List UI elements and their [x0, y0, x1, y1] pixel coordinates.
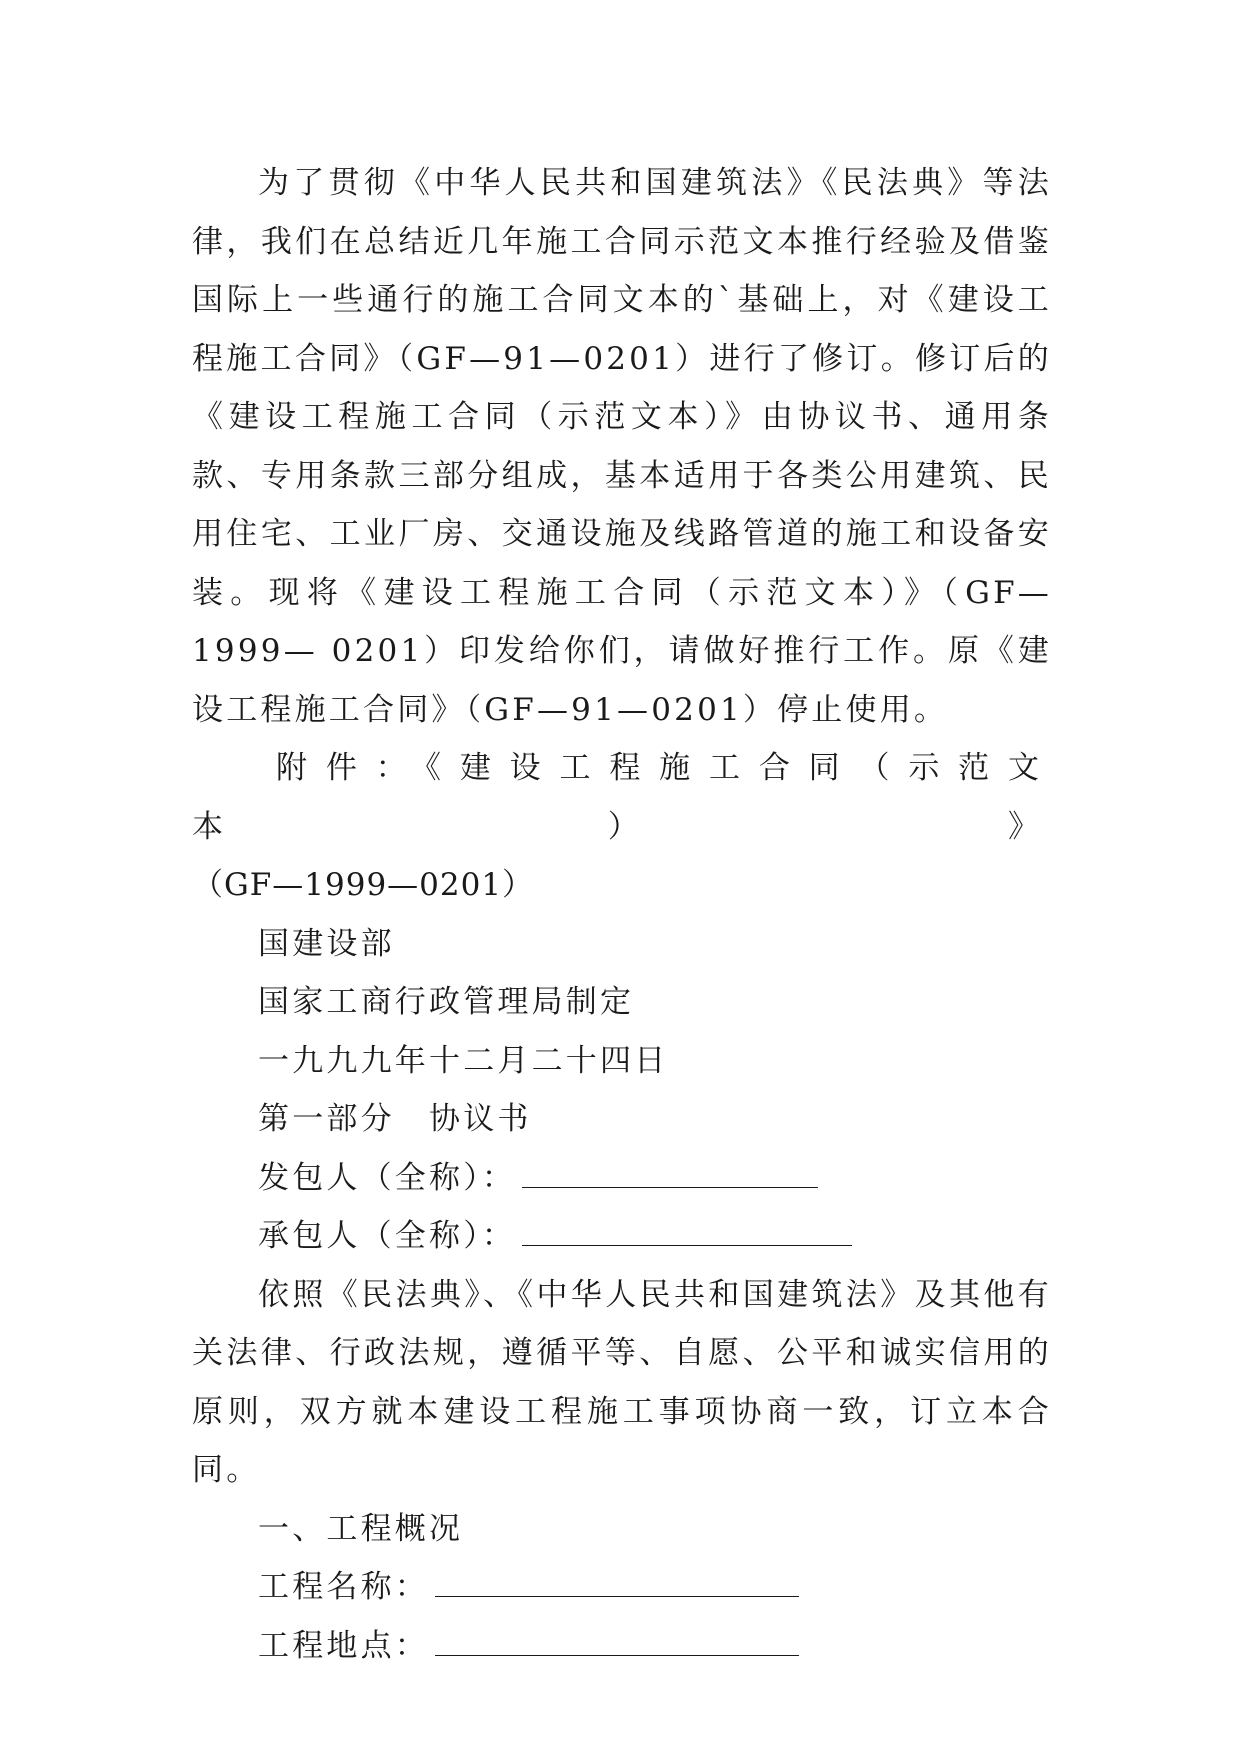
project-location-blank[interactable] — [435, 1627, 799, 1656]
issuer-ministry: 国建设部 — [258, 925, 395, 962]
issuer-bureau: 国家工商行政管理局制定 — [258, 984, 635, 1020]
employer-blank[interactable] — [522, 1159, 818, 1188]
project-name-field — [192, 1558, 1052, 1617]
basis-paragraph: 依照《民法典》、《中华人民共和国建筑法》及其他有关法律、行政法规，遵循平等、自愿、公平和诚实信用的原则，双方就本建设工程施工事项协商一致，订立本合同。 — [192, 1276, 1052, 1488]
intro-paragraph: 为了贯彻《中华人民共和国建筑法》《民法典》等法律，我们在总结近几年施工合同示范文本推行经验及借鉴国际上一些通行的施工合同文本的`基础上，对《建设工程施工合同》（GF—91—0201）进行了修订。修订后的《建设工程施工合同（示范文本）》由协议书、通用条款、专用条款三部分组成，基本适用于各类公用建筑、民用住宅、工业厂房、交通设施及线路管道的施工和设备安装。现将《建设工程施工合同（示范文本）》（GF—1999— 0201）印发给你们，请做好推行工作。原《建设工程施工合同》（GF—91—0201）停止使用。 — [192, 165, 1052, 728]
contractor-label: 承包人（全称）： — [258, 1218, 517, 1254]
attachment-title: 附件：《建设工程施工合同（示范文本）》 — [192, 750, 1052, 845]
contractor-blank[interactable] — [522, 1217, 852, 1246]
part-title: 第一部分 协议书 — [258, 1101, 532, 1137]
attachment-code: （GF—1999—0201） — [192, 867, 535, 903]
employer-field — [192, 1149, 1052, 1208]
contractor-field — [192, 1207, 1052, 1266]
project-location-field — [192, 1617, 1052, 1676]
project-name-blank[interactable] — [435, 1568, 799, 1597]
issue-date: 一九九九年十二月二十四日 — [258, 1042, 669, 1079]
section-heading: 一、工程概况 — [258, 1510, 464, 1547]
project-name-label: 工程名称： — [258, 1569, 429, 1605]
project-location-label: 工程地点： — [258, 1627, 429, 1664]
employer-label: 发包人（全称）： — [258, 1159, 517, 1196]
document-page — [192, 154, 1052, 1675]
